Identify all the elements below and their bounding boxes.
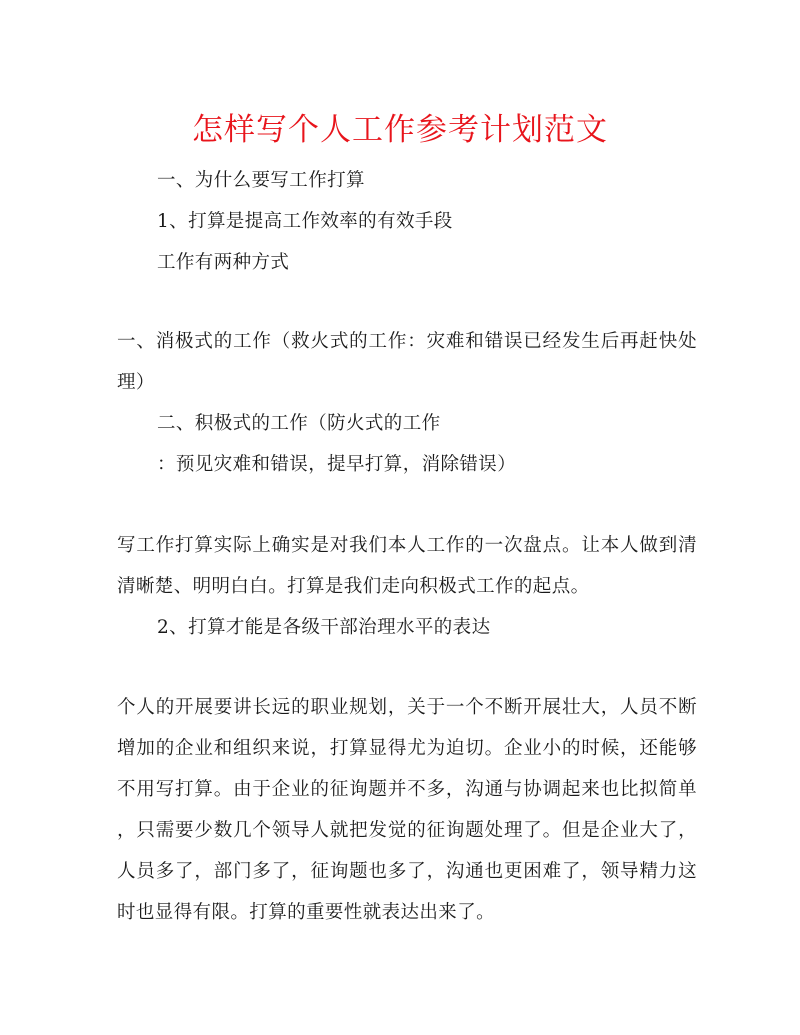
paragraph-inventory-line2: 清晰楚、明明白白。打算是我们走向积极式工作的起点。: [117, 576, 590, 597]
document-title: 怎样写个人工作参考计划范文: [192, 112, 608, 148]
paragraph-body-line6: 时也显得有限。打算的重要性就表达出来了。: [117, 902, 496, 923]
subheading-management: 2、打算才能是各级干部治理水平的表达: [157, 617, 491, 638]
paragraph-passive-line1: 一、消极式的工作（救火式的工作：灾难和错误已经发生后再赶快处: [117, 331, 697, 352]
paragraph-active-line1: 二、积极式的工作（防火式的工作: [157, 413, 441, 434]
paragraph-inventory-line1: 写工作打算实际上确实是对我们本人工作的一次盘点。让本人做到清: [117, 535, 697, 556]
subheading-efficiency: 1、打算是提高工作效率的有效手段: [157, 211, 453, 232]
paragraph-two-ways: 工作有两种方式: [157, 252, 290, 273]
paragraph-passive-line2: 理）: [117, 372, 155, 393]
heading-why-plan: 一、为什么要写工作打算: [157, 170, 365, 191]
paragraph-body-line4: ，只需要少数几个领导人就把发觉的征询题处理了。但是企业大了，: [117, 820, 697, 841]
paragraph-body-line1: 个人的开展要讲长远的职业规划，关于一个不断开展壮大，人员不断: [117, 697, 697, 718]
paragraph-body-line2: 增加的企业和组织来说，打算显得尤为迫切。企业小的时候，还能够: [117, 738, 697, 759]
paragraph-body-line3: 不用写打算。由于企业的征询题并不多，沟通与协调起来也比拟简单: [117, 779, 697, 800]
paragraph-active-line2: ：预见灾难和错误，提早打算，消除错误）: [157, 454, 517, 475]
paragraph-body-line5: 人员多了，部门多了，征询题也多了，沟通也更困难了，领导精力这: [117, 861, 697, 882]
